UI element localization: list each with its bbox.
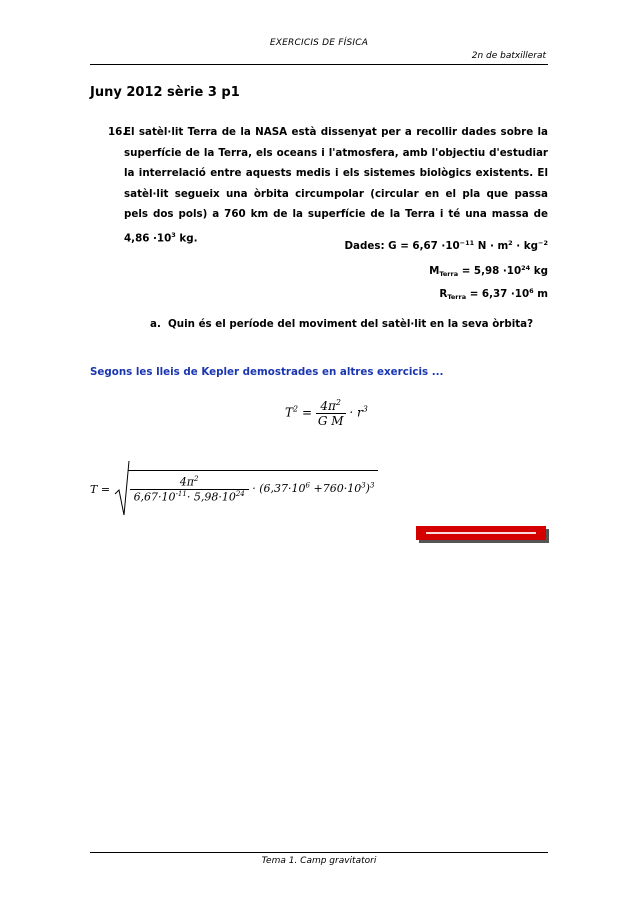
data-R-value: = 6,37 ·10 <box>466 288 530 300</box>
f2-paren-b-exp: 3 <box>361 481 366 490</box>
formula-period <box>90 460 378 518</box>
f1-rhs: · r <box>349 405 363 420</box>
kepler-note: Segons les lleis de Kepler demostrades en altres exercicis ... <box>90 366 444 378</box>
formula-kepler <box>285 398 368 428</box>
show-answer-button[interactable] <box>416 526 546 540</box>
header-title: EXERCICIS DE FÍSICA <box>269 38 369 48</box>
data-R <box>439 287 548 301</box>
data-G-label: Dades: G = 6,67 ·10 <box>344 240 460 252</box>
f2-numerator <box>130 475 249 489</box>
f1-num: 4π <box>320 399 336 413</box>
mass-unit: kg. <box>175 231 198 244</box>
f2-denominator <box>130 489 249 504</box>
question-a <box>150 318 533 330</box>
f2-den-b-exp: 24 <box>235 490 245 498</box>
data-G <box>344 239 548 252</box>
data-M-sub: Terra <box>439 270 459 278</box>
data-G-unit: N · m <box>474 240 509 252</box>
mass-exponent: 3 <box>171 230 176 239</box>
f2-paren-close-exp: 3 <box>369 481 375 490</box>
f2-num-exp: 2 <box>194 475 199 484</box>
f1-fraction <box>316 398 346 428</box>
data-M-label: M <box>429 265 440 277</box>
data-R-unit: m <box>533 288 548 300</box>
f1-numerator <box>316 398 346 413</box>
f1-rhs-exp: 3 <box>362 404 368 414</box>
f2-num: 4π <box>179 476 195 489</box>
problem-statement <box>108 122 548 248</box>
f2-den-a: 6,67·10 <box>133 490 176 504</box>
data-R-exp: 6 <box>529 287 534 295</box>
header-course: 2n de batxillerat <box>471 51 546 61</box>
problem-text <box>124 122 548 248</box>
f2-paren-a-exp: 6 <box>305 481 310 490</box>
f1-num-exp: 2 <box>335 398 341 407</box>
data-R-label: R <box>439 288 448 300</box>
data-G-unit2: · kg <box>512 240 539 252</box>
sqrt-content <box>128 470 379 507</box>
data-G-unit2-exp: −2 <box>538 239 548 247</box>
data-R-sub: Terra <box>447 293 467 301</box>
problem-text-body: El satèl·lit Terra de la NASA està dissenyat per a recollir dades sobre la superfície de la Terra, els oceans i l'atmosfera, amb l'objectiu d'estudiar la interrelació entre aquests medis i els sistemes biològics existents. El satèl·lit segueix una òrbita circumpolar (circular en el pla que passa pels dos pols) a 760 km de la superfície de la Terra i té una massa de 4,86 ·10 <box>124 126 548 244</box>
f2-paren-close: ) <box>365 482 370 496</box>
header-rule <box>90 64 548 65</box>
data-M <box>429 264 548 278</box>
data-M-unit: kg <box>530 265 548 277</box>
footer-rule <box>90 852 548 853</box>
f1-lhs: T <box>285 405 294 420</box>
section-title: Juny 2012 sèrie 3 p1 <box>90 85 240 100</box>
question-text: Quin és el període del moviment del satèl·lit en la seva òrbita? <box>168 318 534 330</box>
question-letter: a. <box>150 318 161 330</box>
f2-paren-b: +760·10 <box>310 482 362 496</box>
f1-denominator: G M <box>317 414 344 428</box>
problem-number: 16. <box>108 126 127 138</box>
data-G-exp: −11 <box>459 239 475 247</box>
answer-redaction-line <box>426 532 536 534</box>
f2-lhs: T = <box>90 482 111 496</box>
f2-den-a-exp: -11 <box>175 490 187 498</box>
f2-den-b: · 5,98·10 <box>186 490 236 504</box>
f1-equals: = <box>301 405 312 420</box>
f2-paren-a: · (6,37·10 <box>252 482 306 496</box>
footer-text: Tema 1. Camp gravitatori <box>261 856 377 866</box>
f2-fraction <box>130 475 249 503</box>
data-M-value: = 5,98 ·10 <box>458 265 522 277</box>
data-M-exp: 24 <box>521 264 531 272</box>
data-G-unit-exp: 2 <box>508 239 513 247</box>
f1-lhs-exp: 2 <box>293 404 299 414</box>
